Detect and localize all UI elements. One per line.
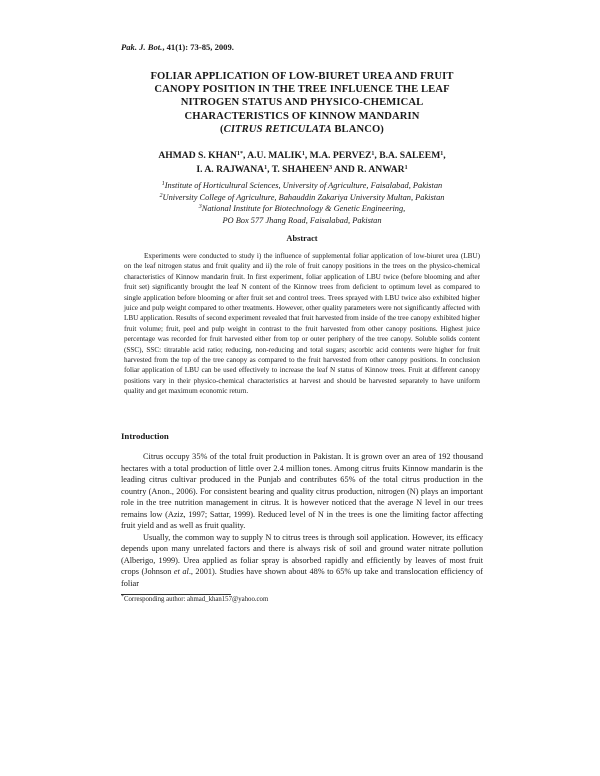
introduction-heading: Introduction (121, 431, 169, 441)
author-sup: 1 (264, 165, 268, 171)
introduction-body (121, 451, 483, 589)
title-line: FOLIAR APPLICATION OF LOW-BIURET UREA AND FRUIT (150, 71, 454, 82)
title-line: CANOPY POSITION IN THE TREE INFLUENCE THE LEAF (154, 84, 450, 96)
author: , T. SHAHEEN (267, 164, 330, 175)
paper-title (121, 70, 483, 136)
author-separator: , (443, 150, 446, 161)
author-sup: 1* (236, 151, 243, 157)
affiliation-sup: 2 (159, 192, 163, 199)
author-sup: 1 (404, 165, 408, 171)
journal-volume: , 41(1): 73-85, 2009. (162, 42, 234, 52)
title-authority: BLANCO) (331, 123, 384, 135)
footnote-sup: * (121, 594, 124, 600)
author-list (121, 149, 483, 177)
author: , M.A. PERVEZ (304, 150, 372, 161)
author-sup: 1 (440, 151, 444, 157)
species-name: CITRUS RETICULATA (223, 123, 332, 135)
author: , B.A. SALEEM (374, 150, 441, 161)
footnote-text: Corresponding author: ahmad_khan157@yahoo.com (124, 596, 269, 603)
affiliation-sup: 3 (198, 204, 202, 211)
paragraph-text: ., 2001). Studies have shown about 48% to 65% up take and translocation efficiency of foliar (121, 567, 483, 588)
author: AND R. ANWAR (332, 164, 405, 175)
title-paren: ( (220, 123, 224, 135)
author: I. A. RAJWANA (196, 164, 265, 175)
paragraph (121, 532, 483, 590)
affiliation-sup: 1 (161, 181, 165, 187)
title-line: NITROGEN STATUS AND PHYSICO-CHEMICAL (180, 97, 424, 109)
affiliation-text: Institute of Horticultural Sciences, University of Agriculture, Faisalabad, Pakistan (164, 181, 443, 190)
paragraph: Citrus occupy 35% of the total fruit production in Pakistan. It is grown over an area of 192 thousand hectares with a total production of little over 2.4 million tones. Among citrus fruits Kinnow mandarin is the leading citrus cultivar produced in the Punjab and contributes 65% of the total citrus production in the country (Anon., 2006). For consistent bearing and quality citrus production, nitrogen (N) plays an important role in the tree nutrition management in citrus. It is however noticed that the average N level in our trees remains low (Aziz, 1997; Sattar, 1999). Reduced level of N in the trees is one the limiting factor affecting fruit yield and as well as fruit quality. (121, 452, 483, 530)
footnote-divider (121, 594, 231, 595)
title-line: CHARACTERISTICS OF KINNOW MANDARIN (184, 110, 420, 122)
author-sup: 1 (301, 151, 305, 157)
author-sup: 1 (371, 151, 375, 157)
journal-name: Pak. J. Bot. (121, 42, 163, 52)
author: AHMAD S. KHAN (158, 150, 237, 161)
footnote (121, 596, 268, 603)
affiliations (121, 180, 483, 226)
affiliation-text: National Institute for Biotechnology & Genetic Engineering, (201, 204, 406, 214)
journal-citation (121, 42, 234, 52)
affiliation-text: University College of Agriculture, Bahauddin Zakariya University Multan, Pakistan (162, 192, 445, 202)
affiliation (121, 180, 483, 192)
abstract-text: Experiments were conducted to study i) the influence of supplemental foliar application of low-biuret urea (LBU) on the leaf nitrogen status and fruit quality and ii) the role of fruit canopy positions in the trees on the physico-chemical characteristics of Kinnow mandarin fruit. In first experiment, foliar application of LBU twice (before blooming and after fruit set) significantly brought the leaf N content of the Kinnow trees from deficient to optimum level as compared to single application before blooming or after fruit set and control trees. Trees sprayed with LBU twice also exhibited higher juice and pulp weight compared to other treatments. However, other quality parameters were not significantly affected with LBU application. Results of second experiment revealed that fruit harvested from inside of the tree canopy exhibited higher fruit volume; fruit, peel and pulp weight in contrast to the fruit harvested from other canopy positions. Highest juice percentage was recorded for fruit harvested either from top or outer periphery of the tree canopy. Soluble solids content (SSC), SSC: titratable acid ratio; reducing, non-reducing and total sugars; ascorbic acid contents were higher for fruit harvested from the top of the tree canopy as compared to the fruit harvested from other canopy positions. In conclusion foliar application of LBU can be used effectively to increase the leaf N status of Kinnow trees. Fruit at different canopy positions vary in their physico-chemical characteristics at harvest and should be harvested separately to have uniform quality and get maximum economic return. (124, 252, 480, 396)
paragraph-text: Usually, the common way to supply N to citrus trees is through soil application. However, its efficacy depends upon many unrelated factors and there is always risk of soil and ground water nitrate pollution (Alberigo, 1999). Urea applied as foliar spray is absorbed rapidly and efficiently by leaves of most fruit crops (Johnson (121, 532, 483, 576)
author-line (121, 149, 483, 163)
paragraph-italic: et al (173, 567, 189, 576)
author-sup: 3 (329, 165, 333, 171)
title-line (121, 123, 483, 136)
affiliation (121, 192, 483, 204)
abstract-heading: Abstract (286, 234, 318, 243)
author: , A.U. MALIK (242, 150, 302, 161)
affiliation-address: PO Box 577 Jhang Road, Faisalabad, Pakistan (222, 215, 382, 225)
author-line (121, 163, 483, 177)
affiliation (121, 203, 483, 215)
